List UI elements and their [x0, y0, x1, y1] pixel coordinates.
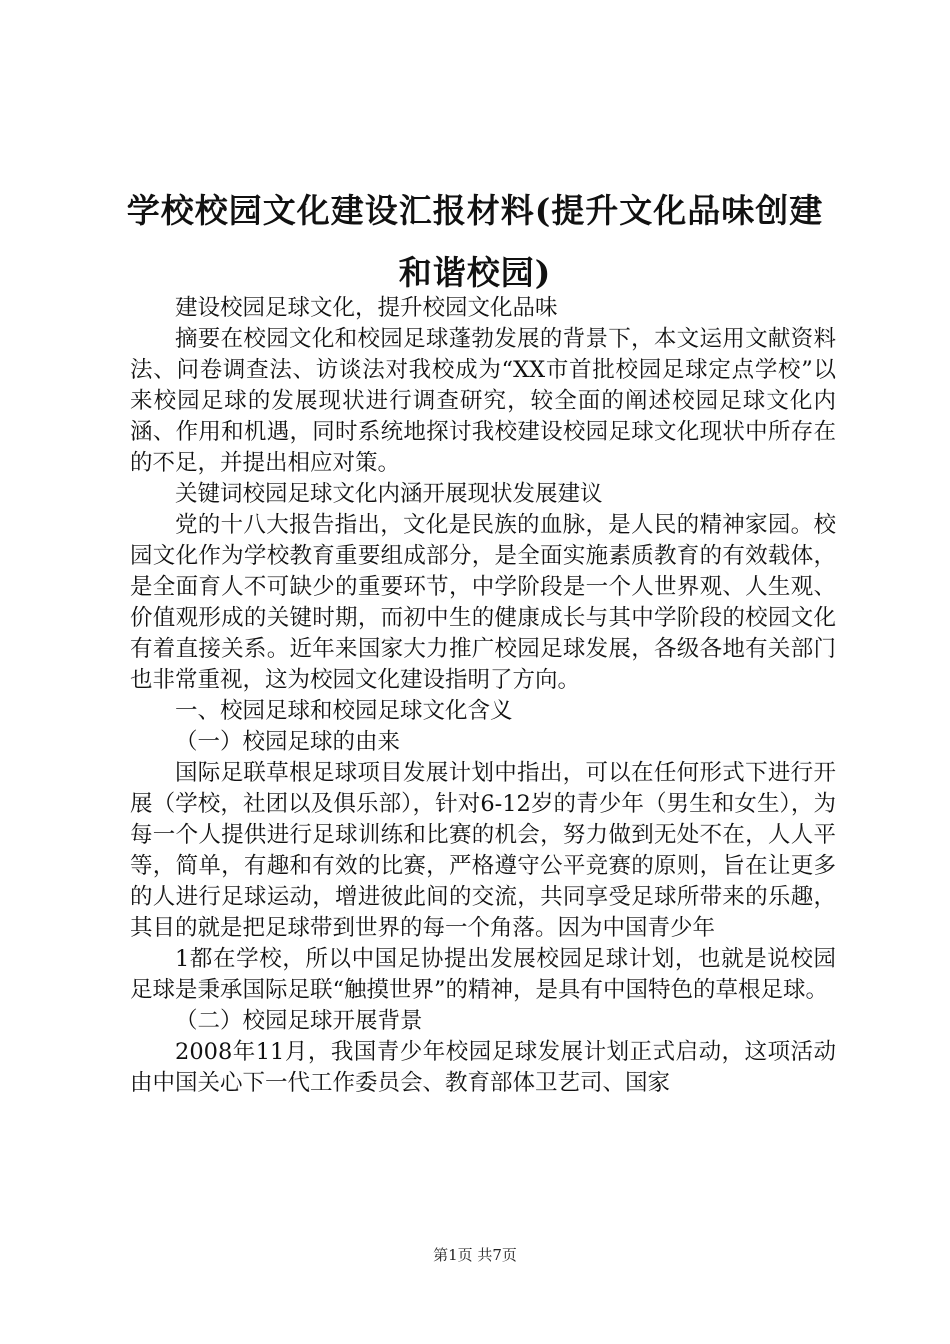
body-paragraph: 国际足联草根足球项目发展计划中指出，可以在任何形式下进行开展（学校，社团以及俱乐部），针对6-12岁的青少年（男生和女生），为每一个人提供进行足球训练和比赛的机会，努力做到无处不在，人人平等，简单，有趣和有效的比赛，严格遵守公平竞赛的原则，旨在让更多的人进行足球运动，增进彼此间的交流，共同享受足球所带来的乐趣，其目的就是把足球带到世界的每一个角落。因为中国青少年 — [130, 760, 836, 941]
body-paragraph: 党的十八大报告指出，文化是民族的血脉，是人民的精神家园。校园文化作为学校教育重要组成部分，是全面实施素质教育的有效载体，是全面育人不可缺少的重要环节，中学阶段是一个人世界观、人生观、价值观形成的关键时期，而初中生的健康成长与其中学阶段的校园文化有着直接关系。近年来国家大力推广校园足球发展，各级各地有关部门也非常重视，这为校园文化建设指明了方向。 — [130, 512, 836, 693]
page-footer: 第1页 共7页 — [433, 1246, 517, 1264]
body-paragraph: 1都在学校，所以中国足协提出发展校园足球计划，也就是说校园足球是秉承国际足联“触摸世界”的精神，是具有中国特色的草根足球。 — [130, 946, 836, 1003]
subsection-heading: （一）校园足球的由来 — [175, 729, 401, 755]
subsection-heading: （二）校园足球开展背景 — [175, 1008, 423, 1034]
document-body — [130, 293, 836, 1099]
section-heading: 一、校园足球和校园足球文化含义 — [175, 698, 513, 724]
body-paragraph: 2008年11月，我国青少年校园足球发展计划正式启动，这项活动由中国关心下一代工作委员会、教育部体卫艺司、国家 — [130, 1039, 836, 1096]
document-title: 学校校园文化建设汇报材料(提升文化品味创建和谐校园) — [126, 191, 824, 292]
keywords-paragraph: 关键词校园足球文化内涵开展现状发展建议 — [175, 481, 603, 507]
abstract-paragraph: 摘要在校园文化和校园足球蓬勃发展的背景下，本文运用文献资料法、问卷调查法、访谈法对我校成为“XX市首批校园足球定点学校”以来校园足球的发展现状进行调查研究，较全面的阐述校园足球文化内涵、作用和机遇，同时系统地探讨我校建设校园足球文化现状中所存在的不足，并提出相应对策。 — [130, 326, 836, 476]
section-heading: 建设校园足球文化，提升校园文化品味 — [175, 295, 558, 321]
